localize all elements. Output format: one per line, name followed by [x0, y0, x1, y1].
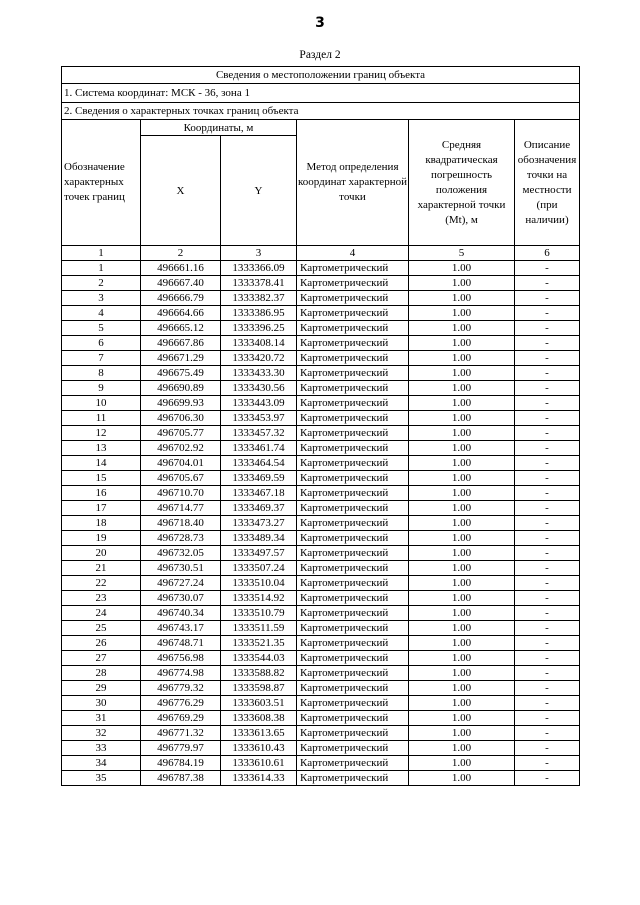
point-number-cell: 2 [62, 276, 141, 291]
y-coordinate-cell: 1333461.74 [221, 441, 297, 456]
method-cell: Картометрический [297, 636, 409, 651]
mean-error-cell: 1.00 [409, 756, 515, 771]
method-cell: Картометрический [297, 531, 409, 546]
table-row [62, 621, 580, 636]
y-coordinate-cell: 1333457.32 [221, 426, 297, 441]
description-cell: - [515, 651, 580, 666]
point-number-cell: 31 [62, 711, 141, 726]
point-number-cell: 30 [62, 696, 141, 711]
table-row [62, 681, 580, 696]
method-cell: Картометрический [297, 441, 409, 456]
point-number-cell: 26 [62, 636, 141, 651]
point-number-cell: 28 [62, 666, 141, 681]
description-cell: - [515, 591, 580, 606]
mean-error-cell: 1.00 [409, 366, 515, 381]
page-number: 3 [315, 15, 325, 31]
table-title: Сведения о местоположении границ объекта [62, 67, 580, 84]
table-row [62, 426, 580, 441]
y-coordinate-cell: 1333469.37 [221, 501, 297, 516]
table-row [62, 411, 580, 426]
table-row [62, 741, 580, 756]
x-coordinate-cell: 496774.98 [141, 666, 221, 681]
x-coordinate-cell: 496732.05 [141, 546, 221, 561]
x-coordinate-cell: 496779.32 [141, 681, 221, 696]
point-number-cell: 21 [62, 561, 141, 576]
description-cell: - [515, 471, 580, 486]
table-row [62, 591, 580, 606]
y-coordinate-cell: 1333469.59 [221, 471, 297, 486]
x-coordinate-cell: 496728.73 [141, 531, 221, 546]
x-coordinate-cell: 496730.51 [141, 561, 221, 576]
method-cell: Картометрический [297, 351, 409, 366]
x-coordinate-cell: 496748.71 [141, 636, 221, 651]
table-row [62, 291, 580, 306]
table-row [62, 471, 580, 486]
mean-error-cell: 1.00 [409, 471, 515, 486]
y-coordinate-cell: 1333510.79 [221, 606, 297, 621]
x-coordinate-cell: 496666.79 [141, 291, 221, 306]
method-cell: Картометрический [297, 681, 409, 696]
table-row [62, 396, 580, 411]
point-number-cell: 16 [62, 486, 141, 501]
mean-error-cell: 1.00 [409, 306, 515, 321]
x-coordinate-cell: 496784.19 [141, 756, 221, 771]
table-row [62, 261, 580, 276]
y-coordinate-cell: 1333610.43 [221, 741, 297, 756]
coord-system-row: 1. Система координат: МСК - 36, зона 1 [62, 84, 580, 103]
x-coordinate-cell: 496730.07 [141, 591, 221, 606]
x-coordinate-cell: 496756.98 [141, 651, 221, 666]
point-number-cell: 20 [62, 546, 141, 561]
y-coordinate-cell: 1333464.54 [221, 456, 297, 471]
point-number-cell: 23 [62, 591, 141, 606]
table-row [62, 276, 580, 291]
description-cell: - [515, 771, 580, 786]
table-row [62, 306, 580, 321]
table-row [62, 606, 580, 621]
table-row [62, 726, 580, 741]
header-x: X [141, 136, 221, 246]
table-row [62, 441, 580, 456]
mean-error-cell: 1.00 [409, 396, 515, 411]
mean-error-cell: 1.00 [409, 336, 515, 351]
method-cell: Картометрический [297, 576, 409, 591]
description-cell: - [515, 516, 580, 531]
point-number-cell: 3 [62, 291, 141, 306]
point-number-cell: 24 [62, 606, 141, 621]
header-coords: Координаты, м [141, 120, 297, 136]
method-cell: Картометрический [297, 756, 409, 771]
col-number: 5 [409, 246, 515, 261]
description-cell: - [515, 276, 580, 291]
point-number-cell: 6 [62, 336, 141, 351]
y-coordinate-cell: 1333614.33 [221, 771, 297, 786]
x-coordinate-cell: 496671.29 [141, 351, 221, 366]
table-row [62, 636, 580, 651]
y-coordinate-cell: 1333608.38 [221, 711, 297, 726]
method-cell: Картометрический [297, 366, 409, 381]
description-cell: - [515, 606, 580, 621]
description-cell: - [515, 636, 580, 651]
point-number-cell: 12 [62, 426, 141, 441]
point-number-cell: 8 [62, 366, 141, 381]
description-cell: - [515, 396, 580, 411]
x-coordinate-cell: 496702.92 [141, 441, 221, 456]
mean-error-cell: 1.00 [409, 636, 515, 651]
x-coordinate-cell: 496704.01 [141, 456, 221, 471]
description-cell: - [515, 666, 580, 681]
mean-error-cell: 1.00 [409, 696, 515, 711]
description-cell: - [515, 366, 580, 381]
description-cell: - [515, 531, 580, 546]
x-coordinate-cell: 496705.77 [141, 426, 221, 441]
mean-error-cell: 1.00 [409, 741, 515, 756]
method-cell: Картометрический [297, 336, 409, 351]
y-coordinate-cell: 1333588.82 [221, 666, 297, 681]
header-y: Y [221, 136, 297, 246]
boundary-points-table [61, 66, 580, 786]
description-cell: - [515, 486, 580, 501]
mean-error-cell: 1.00 [409, 666, 515, 681]
description-cell: - [515, 621, 580, 636]
y-coordinate-cell: 1333497.57 [221, 546, 297, 561]
method-cell: Картометрический [297, 666, 409, 681]
mean-error-cell: 1.00 [409, 351, 515, 366]
method-cell: Картометрический [297, 276, 409, 291]
mean-error-cell: 1.00 [409, 561, 515, 576]
point-number-cell: 35 [62, 771, 141, 786]
description-cell: - [515, 726, 580, 741]
mean-error-cell: 1.00 [409, 576, 515, 591]
x-coordinate-cell: 496661.16 [141, 261, 221, 276]
mean-error-cell: 1.00 [409, 711, 515, 726]
y-coordinate-cell: 1333511.59 [221, 621, 297, 636]
table-row [62, 456, 580, 471]
mean-error-cell: 1.00 [409, 321, 515, 336]
y-coordinate-cell: 1333613.65 [221, 726, 297, 741]
point-number-cell: 33 [62, 741, 141, 756]
x-coordinate-cell: 496718.40 [141, 516, 221, 531]
method-cell: Картометрический [297, 381, 409, 396]
col-number: 1 [62, 246, 141, 261]
y-coordinate-cell: 1333430.56 [221, 381, 297, 396]
point-number-cell: 9 [62, 381, 141, 396]
description-cell: - [515, 561, 580, 576]
point-number-cell: 19 [62, 531, 141, 546]
mean-error-cell: 1.00 [409, 591, 515, 606]
mean-error-cell: 1.00 [409, 381, 515, 396]
x-coordinate-cell: 496664.66 [141, 306, 221, 321]
point-number-cell: 18 [62, 516, 141, 531]
y-coordinate-cell: 1333378.41 [221, 276, 297, 291]
section-title: Раздел 2 [299, 49, 341, 61]
table-row [62, 531, 580, 546]
mean-error-cell: 1.00 [409, 486, 515, 501]
table-row [62, 756, 580, 771]
description-cell: - [515, 321, 580, 336]
x-coordinate-cell: 496743.17 [141, 621, 221, 636]
method-cell: Картометрический [297, 651, 409, 666]
mean-error-cell: 1.00 [409, 276, 515, 291]
point-number-cell: 5 [62, 321, 141, 336]
method-cell: Картометрический [297, 486, 409, 501]
description-cell: - [515, 756, 580, 771]
mean-error-cell: 1.00 [409, 606, 515, 621]
col-number: 4 [297, 246, 409, 261]
point-number-cell: 17 [62, 501, 141, 516]
table-row [62, 546, 580, 561]
y-coordinate-cell: 1333510.04 [221, 576, 297, 591]
point-number-cell: 22 [62, 576, 141, 591]
table-row [62, 321, 580, 336]
method-cell: Картометрический [297, 696, 409, 711]
y-coordinate-cell: 1333408.14 [221, 336, 297, 351]
mean-error-cell: 1.00 [409, 681, 515, 696]
description-cell: - [515, 336, 580, 351]
mean-error-cell: 1.00 [409, 726, 515, 741]
table-row [62, 561, 580, 576]
method-cell: Картометрический [297, 516, 409, 531]
x-coordinate-cell: 496690.89 [141, 381, 221, 396]
description-cell: - [515, 696, 580, 711]
point-number-cell: 15 [62, 471, 141, 486]
x-coordinate-cell: 496675.49 [141, 366, 221, 381]
point-number-cell: 25 [62, 621, 141, 636]
y-coordinate-cell: 1333544.03 [221, 651, 297, 666]
y-coordinate-cell: 1333366.09 [221, 261, 297, 276]
x-coordinate-cell: 496727.24 [141, 576, 221, 591]
table-row [62, 576, 580, 591]
header-point-label: Обозначение характерных точек границ [62, 120, 141, 246]
method-cell: Картометрический [297, 741, 409, 756]
method-cell: Картометрический [297, 321, 409, 336]
y-coordinate-cell: 1333603.51 [221, 696, 297, 711]
y-coordinate-cell: 1333598.87 [221, 681, 297, 696]
description-cell: - [515, 711, 580, 726]
x-coordinate-cell: 496714.77 [141, 501, 221, 516]
method-cell: Картометрический [297, 426, 409, 441]
method-cell: Картометрический [297, 606, 409, 621]
mean-error-cell: 1.00 [409, 501, 515, 516]
y-coordinate-cell: 1333420.72 [221, 351, 297, 366]
x-coordinate-cell: 496779.97 [141, 741, 221, 756]
header-description: Описание обозначения точки на местности (при наличии) [515, 120, 580, 246]
description-cell: - [515, 291, 580, 306]
method-cell: Картометрический [297, 456, 409, 471]
x-coordinate-cell: 496769.29 [141, 711, 221, 726]
y-coordinate-cell: 1333386.95 [221, 306, 297, 321]
mean-error-cell: 1.00 [409, 426, 515, 441]
mean-error-cell: 1.00 [409, 651, 515, 666]
description-cell: - [515, 741, 580, 756]
point-number-cell: 11 [62, 411, 141, 426]
y-coordinate-cell: 1333433.30 [221, 366, 297, 381]
description-cell: - [515, 681, 580, 696]
mean-error-cell: 1.00 [409, 621, 515, 636]
table-row [62, 336, 580, 351]
x-coordinate-cell: 496706.30 [141, 411, 221, 426]
table-row [62, 651, 580, 666]
table-row [62, 696, 580, 711]
description-cell: - [515, 441, 580, 456]
header-error: Средняя квадратическая погрешность положения характерной точки (Mt), м [409, 120, 515, 246]
mean-error-cell: 1.00 [409, 411, 515, 426]
x-coordinate-cell: 496667.40 [141, 276, 221, 291]
y-coordinate-cell: 1333521.35 [221, 636, 297, 651]
table-row [62, 711, 580, 726]
mean-error-cell: 1.00 [409, 441, 515, 456]
points-caption-row: 2. Сведения о характерных точках границ объекта [62, 103, 580, 120]
x-coordinate-cell: 496705.67 [141, 471, 221, 486]
mean-error-cell: 1.00 [409, 291, 515, 306]
description-cell: - [515, 576, 580, 591]
method-cell: Картометрический [297, 561, 409, 576]
mean-error-cell: 1.00 [409, 261, 515, 276]
point-number-cell: 10 [62, 396, 141, 411]
description-cell: - [515, 306, 580, 321]
method-cell: Картометрический [297, 261, 409, 276]
y-coordinate-cell: 1333610.61 [221, 756, 297, 771]
method-cell: Картометрический [297, 291, 409, 306]
y-coordinate-cell: 1333453.97 [221, 411, 297, 426]
method-cell: Картометрический [297, 411, 409, 426]
y-coordinate-cell: 1333443.09 [221, 396, 297, 411]
point-number-cell: 27 [62, 651, 141, 666]
y-coordinate-cell: 1333489.34 [221, 531, 297, 546]
header-method: Метод определения координат характерной точки [297, 120, 409, 246]
method-cell: Картометрический [297, 591, 409, 606]
description-cell: - [515, 411, 580, 426]
method-cell: Картометрический [297, 501, 409, 516]
description-cell: - [515, 456, 580, 471]
x-coordinate-cell: 496771.32 [141, 726, 221, 741]
x-coordinate-cell: 496776.29 [141, 696, 221, 711]
column-numbers-row [62, 246, 580, 261]
col-number: 6 [515, 246, 580, 261]
table-row [62, 666, 580, 681]
method-cell: Картометрический [297, 711, 409, 726]
description-cell: - [515, 351, 580, 366]
y-coordinate-cell: 1333467.18 [221, 486, 297, 501]
table-row [62, 381, 580, 396]
y-coordinate-cell: 1333382.37 [221, 291, 297, 306]
mean-error-cell: 1.00 [409, 456, 515, 471]
y-coordinate-cell: 1333507.24 [221, 561, 297, 576]
table-row [62, 366, 580, 381]
mean-error-cell: 1.00 [409, 546, 515, 561]
y-coordinate-cell: 1333514.92 [221, 591, 297, 606]
mean-error-cell: 1.00 [409, 771, 515, 786]
method-cell: Картометрический [297, 546, 409, 561]
method-cell: Картометрический [297, 771, 409, 786]
x-coordinate-cell: 496710.70 [141, 486, 221, 501]
method-cell: Картометрический [297, 306, 409, 321]
col-number: 2 [141, 246, 221, 261]
y-coordinate-cell: 1333396.25 [221, 321, 297, 336]
x-coordinate-cell: 496699.93 [141, 396, 221, 411]
description-cell: - [515, 501, 580, 516]
col-number: 3 [221, 246, 297, 261]
point-number-cell: 29 [62, 681, 141, 696]
point-number-cell: 4 [62, 306, 141, 321]
point-number-cell: 13 [62, 441, 141, 456]
description-cell: - [515, 261, 580, 276]
point-number-cell: 34 [62, 756, 141, 771]
mean-error-cell: 1.00 [409, 516, 515, 531]
table-row [62, 771, 580, 786]
description-cell: - [515, 426, 580, 441]
point-number-cell: 7 [62, 351, 141, 366]
table-row [62, 486, 580, 501]
method-cell: Картометрический [297, 726, 409, 741]
point-number-cell: 14 [62, 456, 141, 471]
table-row [62, 351, 580, 366]
point-number-cell: 32 [62, 726, 141, 741]
table-row [62, 501, 580, 516]
x-coordinate-cell: 496665.12 [141, 321, 221, 336]
x-coordinate-cell: 496667.86 [141, 336, 221, 351]
mean-error-cell: 1.00 [409, 531, 515, 546]
method-cell: Картометрический [297, 396, 409, 411]
description-cell: - [515, 546, 580, 561]
description-cell: - [515, 381, 580, 396]
x-coordinate-cell: 496787.38 [141, 771, 221, 786]
y-coordinate-cell: 1333473.27 [221, 516, 297, 531]
point-number-cell: 1 [62, 261, 141, 276]
x-coordinate-cell: 496740.34 [141, 606, 221, 621]
method-cell: Картометрический [297, 621, 409, 636]
table-row [62, 516, 580, 531]
method-cell: Картометрический [297, 471, 409, 486]
